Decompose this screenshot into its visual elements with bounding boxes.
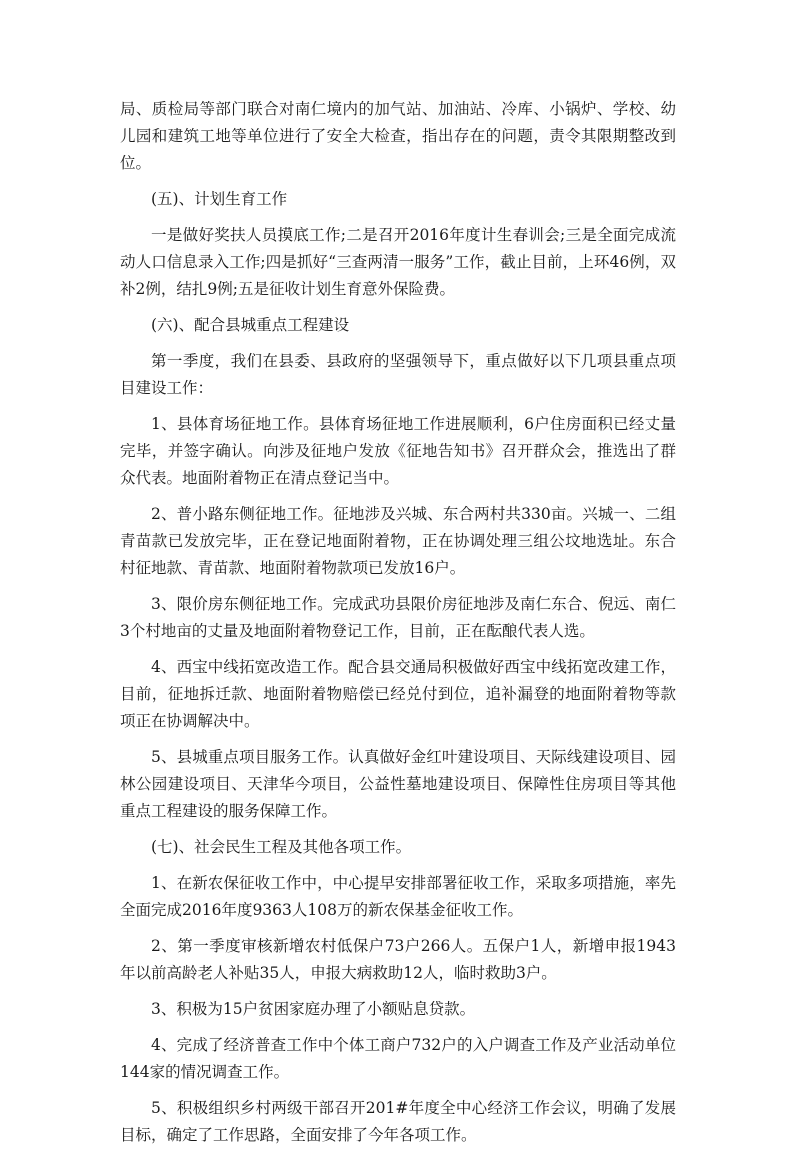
paragraph-economic-meeting: 5、积极组织乡村两级干部召开201#年度全中心经济工作会议，明确了发展目标，确定了工作思路，全面安排了今年各项工作。 xyxy=(120,1099,676,1144)
paragraph-key-project-service: 5、县城重点项目服务工作。认真做好金红叶建设项目、天际线建设项目、园林公园建设项目、天津华今项目，公益性墓地建设项目、保障性住房项目等其他重点工程建设的服务保障工作。 xyxy=(120,748,676,820)
document-page xyxy=(120,96,676,1158)
paragraph-price-limited-housing-land: 3、限价房东侧征地工作。完成武功县限价房征地涉及南仁东合、倪远、南仁3个村地亩的丈量及地面附着物登记工作，目前，正在酝酿代表人选。 xyxy=(120,595,676,640)
section-heading-family-planning: (五)、计划生育工作 xyxy=(151,190,288,208)
paragraph-economic-census: 4、完成了经济普查工作中个体工商户732户的入户调查工作及产业活动单位144家的情况调查工作。 xyxy=(120,1036,676,1081)
paragraph-microloans: 3、积极为15户贫困家庭办理了小额贴息贷款。 xyxy=(151,1000,476,1018)
section-heading-social-welfare: (七)、社会民生工程及其他各项工作。 xyxy=(151,838,412,856)
paragraph-low-income-review: 2、第一季度审核新增农村低保户73户266人。五保户1人，新增申报1943年以前高龄老人补贴35人，申报大病救助12人，临时救助3户。 xyxy=(120,937,676,982)
paragraph-stadium-land: 1、县体育场征地工作。县体育场征地工作进展顺利，6户住房面积已经丈量完毕，并签字确认。向涉及征地户发放《征地告知书》召开群众会，推选出了群众代表。地面附着物正在清点登记当中。 xyxy=(120,415,676,487)
paragraph-family-planning: 一是做好奖扶人员摸底工作;二是召开2016年度计生春训会;三是全面完成流动人口信息录入工作;四是抓好“三查两清一服务”工作，截止目前，上环46例，双补2例，结扎9例;五是征收计划生育意外保险费。 xyxy=(120,226,676,298)
paragraph-rural-pension: 1、在新农保征收工作中，中心提早安排部署征收工作，采取多项措施，率先全面完成2016年度9363人108万的新农保基金征收工作。 xyxy=(120,874,676,919)
paragraph-first-quarter-intro: 第一季度，我们在县委、县政府的坚强领导下，重点做好以下几项县重点项目建设工作： xyxy=(120,352,676,397)
paragraph-xibao-road-widening: 4、西宝中线拓宽改造工作。配合县交通局积极做好西宝中线拓宽改建工作，目前，征地拆迁款、地面附着物赔偿已经兑付到位，追补漏登的地面附着物等款项正在协调解决中。 xyxy=(120,658,676,730)
paragraph-safety-inspection: 局、质检局等部门联合对南仁境内的加气站、加油站、冷库、小锅炉、学校、幼儿园和建筑工地等单位进行了安全大检查，指出存在的问题，责令其限期整改到位。 xyxy=(120,100,676,172)
section-heading-county-projects: (六)、配合县城重点工程建设 xyxy=(151,316,350,334)
paragraph-puxiao-road-land: 2、普小路东侧征地工作。征地涉及兴城、东合两村共330亩。兴城一、二组青苗款已发放完毕，正在登记地面附着物，正在协调处理三组公坟地选址。东合村征地款、青苗款、地面附着物款项已发放16户。 xyxy=(120,505,676,577)
